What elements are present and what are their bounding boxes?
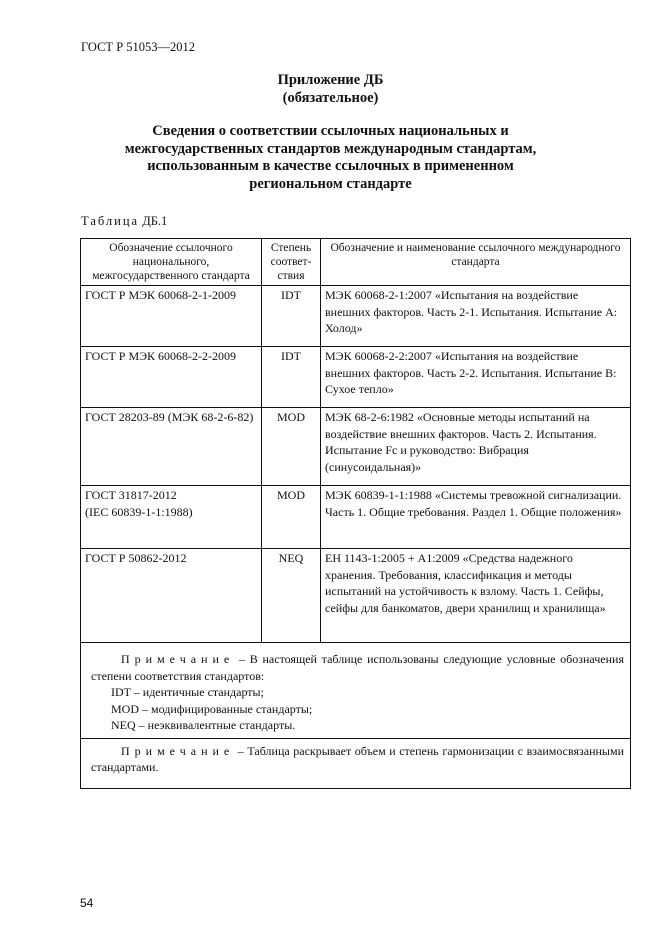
table-row [81, 486, 631, 549]
row-international: ЕН 1143-1:2005 + А1:2009 «Средства надежного хранения. Требования, классификация и методы испытаний на устойчивость к взлому. Часть 1. Сейфы, сейфы для банкоматов, двери хранилищ и хранилища» [321, 549, 631, 643]
table-row [81, 286, 631, 347]
row-designation [81, 486, 262, 549]
table-header-row [81, 239, 631, 286]
note-text: – Таблица раскрывает объем и степень гармонизации с взаимосвязанными стандартами. [91, 743, 624, 774]
appendix-title: Приложение ДБ [277, 72, 384, 88]
note-paragraph [91, 651, 624, 684]
note-label: Примечание [121, 652, 235, 666]
standards-correspondence-table [80, 238, 631, 789]
document-title: Сведения о соответствии ссылочных национальных и межгосударственных стандартов международным стандартам, использованным в качестве ссылочных в примененном региональном стандарте [124, 123, 537, 192]
table-label-word: Таблица [81, 214, 140, 228]
row-designation-line: (IEC 60839-1-1:1988) [85, 504, 193, 519]
row-degree: NEQ [262, 549, 321, 643]
row-international: МЭК 60839-1-1:1988 «Системы тревожной сигнализации. Часть 1. Общие требования. Раздел 1. Общие положения» [321, 486, 631, 549]
table-label [81, 214, 167, 229]
note-item: IDT – идентичные стандарты; [111, 685, 264, 699]
table-row [81, 408, 631, 486]
row-international: МЭК 60068-2-1:2007 «Испытания на воздействие внешних факторов. Часть 2-1. Испытания. Испытание А: Холод» [321, 286, 631, 347]
row-degree: IDT [262, 286, 321, 347]
note-paragraph [91, 743, 624, 776]
table-row [81, 549, 631, 643]
note-row [81, 643, 631, 739]
row-degree: IDT [262, 347, 321, 408]
page-number: 54 [80, 896, 94, 910]
header-international: Обозначение и наименование ссылочного международного стандарта [321, 239, 631, 286]
row-international: МЭК 68-2-6:1982 «Основные методы испытаний на воздействие внешних факторов. Часть 2. Испытания. Испытание Fc и руководство: Вибрация (синусоидальная)» [321, 408, 631, 486]
row-designation: ГОСТ 28203-89 (МЭК 68-2-6-82) [81, 408, 262, 486]
row-international: МЭК 60068-2-2:2007 «Испытания на воздействие внешних факторов. Часть 2-2. Испытания. Испытание В: Сухое тепло» [321, 347, 631, 408]
row-designation: ГОСТ Р 50862-2012 [81, 549, 262, 643]
table-row [81, 347, 631, 408]
note-text: – В настоящей таблице использованы следующие условные обозначения степени соответствия стандартов: [91, 652, 624, 683]
row-degree: MOD [262, 408, 321, 486]
note-cell [81, 738, 631, 788]
table-label-number: ДБ.1 [142, 214, 168, 228]
note-label: Примечание [121, 743, 235, 758]
row-degree: MOD [262, 486, 321, 549]
header-degree: Степень соответ-ствия [262, 239, 321, 286]
document-code-header: ГОСТ Р 51053—2012 [81, 40, 196, 54]
note-item: MOD – модифицированные стандарты; [111, 701, 313, 716]
note-item: NEQ – неэквивалентные стандарты. [111, 718, 296, 732]
note-cell [81, 643, 631, 739]
row-designation-line: ГОСТ 31817-2012 [85, 488, 177, 502]
row-designation: ГОСТ Р МЭК 60068-2-1-2009 [81, 286, 262, 347]
row-designation: ГОСТ Р МЭК 60068-2-2-2009 [81, 347, 262, 408]
note-row [81, 738, 631, 788]
appendix-subtitle: (обязательное) [282, 90, 379, 106]
header-designation: Обозначение ссылочного национального, межгосударственного стандарта [81, 239, 262, 286]
